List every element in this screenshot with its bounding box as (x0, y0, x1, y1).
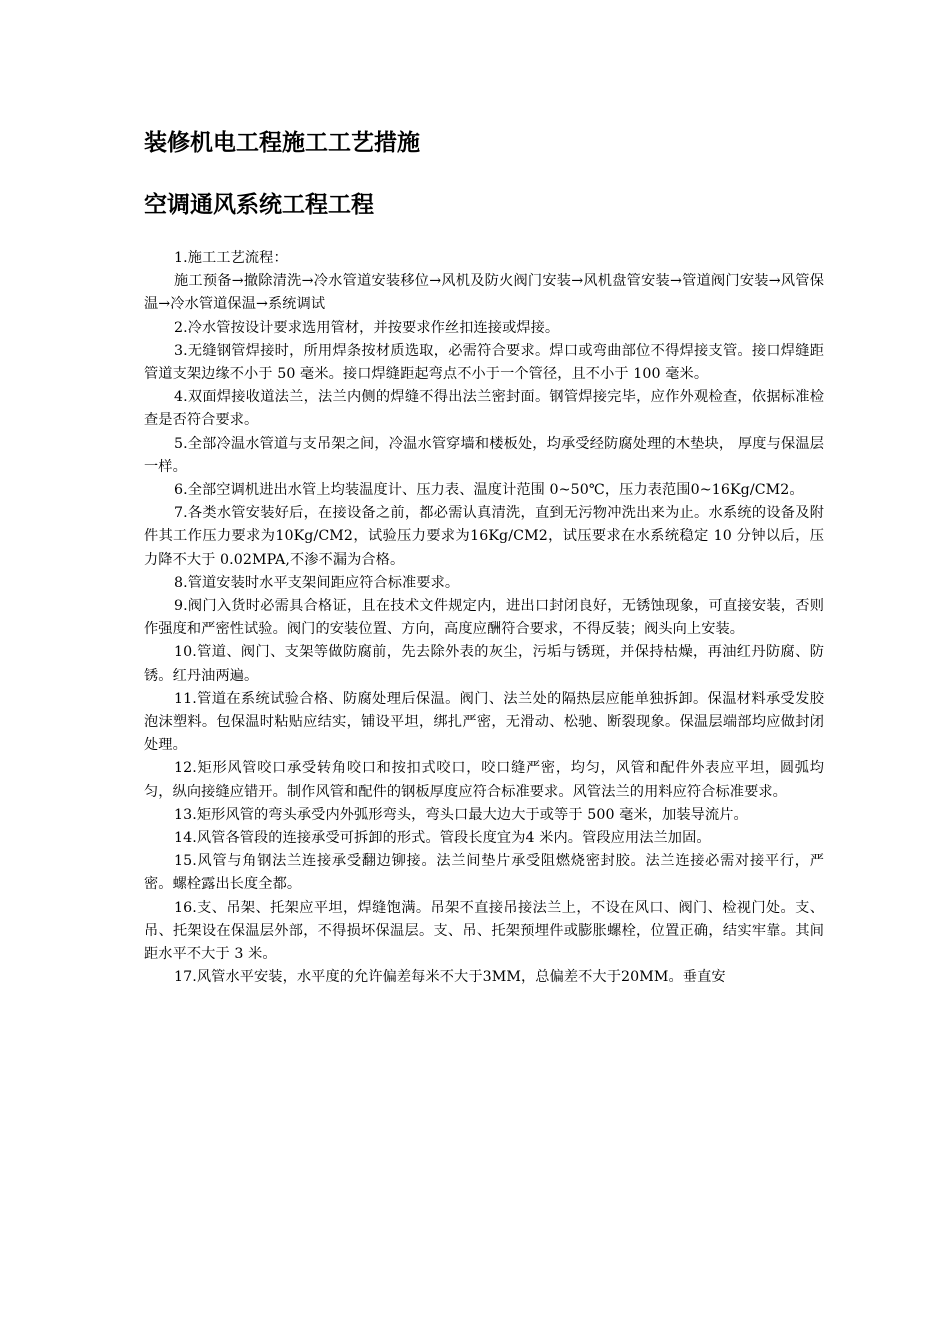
paragraph-1: 1.施工工艺流程： (174, 250, 288, 266)
paragraph-9: 8.管道安装时水平支架间距应符合标准要求。 (174, 574, 460, 591)
paragraph-7: 6.全部空调机进出水管上均装温度计、压力表、温度计范围 0~50℃，压力表范围0~16Kg/CM2。 (174, 482, 804, 499)
document-body (144, 247, 824, 990)
document-title: 装修机电工程施工工艺措施 (144, 130, 420, 156)
paragraph-2: 施工预备→撤除清洗→冷水管道安装移位→风机及防火阀门安装→风机盘管安装→管道阀门安装→风管保温→冷水管道保温→系统调试 (144, 273, 824, 313)
paragraph-17: 16.支、吊架、托架应平坦，焊缝饱满。吊架不直接吊接法兰上，不设在风口、阀门、检视门处。支、吊、托架设在保温层外部，不得损坏保温层。支、吊、托架预埋件或膨胀螺栓，位置正确，结实牢靠。其间距水平不大于 3 米。 (144, 899, 824, 963)
paragraph-18: 17.风管水平安装，水平度的允许偏差每米不大于3MM，总偏差不大于20MM。垂直安 (174, 969, 726, 986)
paragraph-5: 4.双面焊接收道法兰，法兰内侧的焊缝不得出法兰密封面。钢管焊接完毕，应作外观检查，依据标准检查是否符合要求。 (144, 389, 824, 429)
paragraph-4: 3.无缝钢管焊接时，所用焊条按材质选取，必需符合要求。焊口或弯曲部位不得焊接支管。接口焊缝距管道支架边缘不小于 50 毫米。接口焊缝距起弯点不小于一个管径，且不小于 100 毫米。 (144, 342, 824, 383)
paragraph-11: 10.管道、阀门、支架等做防腐前，先去除外表的灰尘，污垢与锈斑，并保持枯燥，再油红丹防腐、防锈。红丹油两遍。 (144, 644, 824, 684)
paragraph-16: 15.风管与角钢法兰连接承受翻边铆接。法兰间垫片承受阻燃烧密封胶。法兰连接必需对接平行，严密。螺栓露出长度全都。 (144, 853, 824, 893)
paragraph-15: 14.风管各管段的连接承受可拆卸的形式。管段长度宜为4 米内。管段应用法兰加固。 (174, 830, 711, 847)
paragraph-12: 11.管道在系统试验合格、防腐处理后保温。阀门、法兰处的隔热层应能单独拆卸。保温材料承受发胶泡沫塑料。包保温时粘贴应结实，铺设平坦，绑扎严密，无滑动、松驰、断裂现象。保温层端部均应做封闭处理。 (144, 690, 824, 754)
paragraph-8: 7.各类水管安装好后，在接设备之前，都必需认真清洗，直到无污物冲洗出来为止。水系统的设备及附件其工作压力要求为10Kg/CM2，试验压力要求为16Kg/CM2，试压要求在水系统稳定 10 分钟以后，压力降不大于 0.02MPA,不渗不漏为合格。 (144, 505, 824, 568)
paragraph-10: 9.阀门入货时必需具合格证，且在技术文件规定内，进出口封闭良好，无锈蚀现象，可直接安装，否则作强度和严密性试验。阀门的安装位置、方向，高度应酬符合要求，不得反装；阀头向上安装。 (144, 598, 824, 638)
paragraph-6: 5.全部冷温水管道与支吊架之间，冷温水管穿墙和楼板处，均承受经防腐处理的木垫块， 厚度与保温层一样。 (144, 435, 824, 475)
paragraph-14: 13.矩形风管的弯头承受内外弧形弯头，弯头口最大边大于或等于 500 毫米，加装导流片。 (174, 806, 748, 823)
paragraph-3: 2.冷水管按设计要求选用管材，并按要求作丝扣连接或焊接。 (174, 319, 560, 336)
paragraph-13: 12.矩形风管咬口承受转角咬口和按扣式咬口，咬口缝严密，均匀，风管和配件外表应平坦，圆弧均匀，纵向接缝应错开。制作风管和配件的钢板厚度应符合标准要求。风管法兰的用料应符合标准要求。 (144, 760, 824, 800)
section-title: 空调通风系统工程工程 (144, 192, 374, 218)
